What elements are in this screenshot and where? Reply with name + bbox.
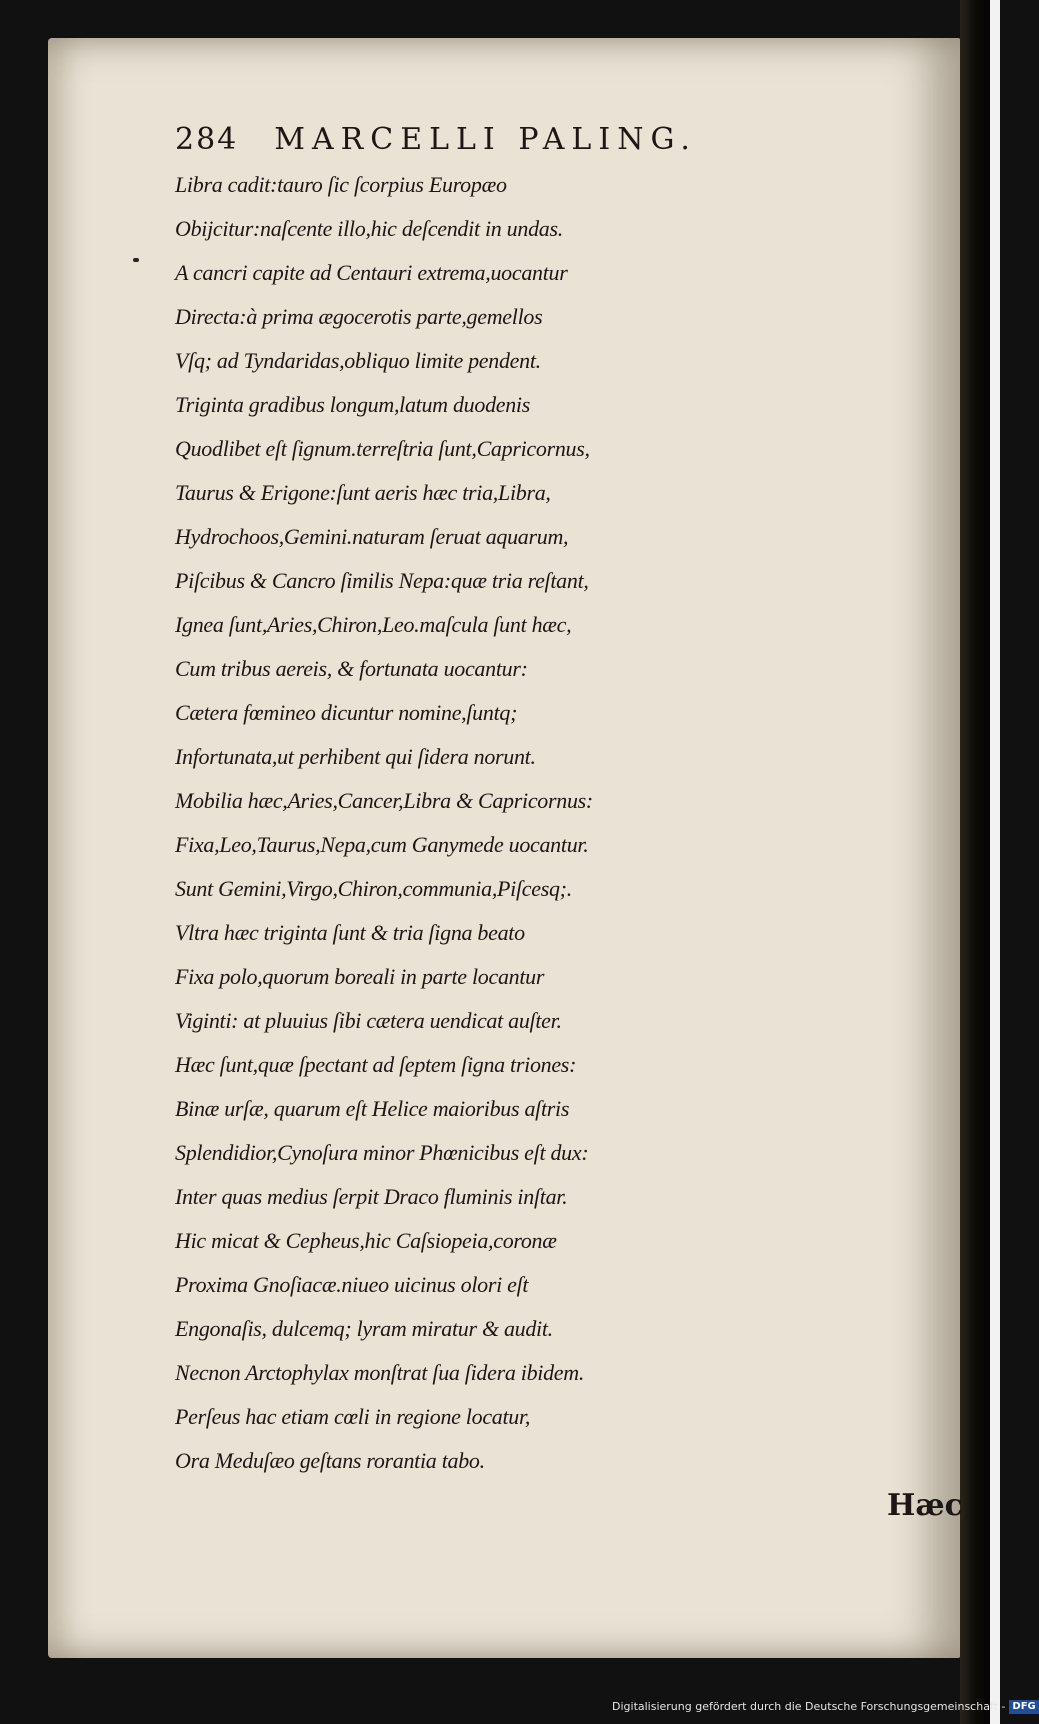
verse-line: Proxima Gnoſiacæ.niueo uicinus olori eſt	[175, 1272, 529, 1297]
verse-line: Piſcibus & Cancro ſimilis Nepa:quæ tria reſtant,	[175, 568, 589, 593]
verse-line: Infortunata,ut perhibent qui ſidera norunt.	[175, 744, 536, 769]
catchword: Hæc	[887, 1488, 963, 1523]
running-title: MARCELLI PALING.	[274, 122, 697, 157]
verse-line: Obijcitur:naſcente illo,hic deſcendit in undas.	[175, 216, 563, 241]
verse-line: Perſeus hac etiam cœli in regione locatur,	[175, 1404, 531, 1429]
credit-text: Digitalisierung gefördert durch die Deutsche Forschungsgemeinschaft -	[612, 1700, 1006, 1713]
verse-line: A cancri capite ad Centauri extrema,uocantur	[175, 260, 568, 285]
verse-line: Viginti: at pluuius ſibi cætera uendicat auſter.	[175, 1008, 562, 1033]
verse-line: Ora Meduſæo geſtans rorantia tabo.	[175, 1448, 485, 1473]
verse-line: Sunt Gemini,Virgo,Chiron,communia,Piſcesq;.	[175, 876, 572, 901]
verse-line: Inter quas medius ſerpit Draco fluminis inſtar.	[175, 1184, 568, 1209]
verse-line: Ignea ſunt,Aries,Chiron,Leo.maſcula ſunt hæc,	[175, 612, 572, 637]
verse-line: Splendidior,Cynoſura minor Phœnicibus eſt dux:	[175, 1140, 589, 1165]
verse-line: Vſq; ad Tyndaridas,obliquo limite pendent.	[175, 348, 541, 373]
verse-line: Vltra hæc triginta ſunt & tria ſigna beato	[175, 920, 525, 945]
verse-line: Taurus & Erigone:ſunt aeris hæc tria,Libra,	[175, 480, 551, 505]
running-header	[175, 117, 955, 163]
verse-line: Binæ urſæ, quarum eſt Helice maioribus aſtris	[175, 1096, 570, 1121]
page-text	[175, 117, 955, 1483]
verse-line: Quodlibet eſt ſignum.terreſtria ſunt,Capricornus,	[175, 436, 590, 461]
verse-line: Directa:à prima ægocerotis parte,gemellos	[175, 304, 543, 329]
scan-edge	[990, 0, 1000, 1724]
verse-line: Fixa,Leo,Taurus,Nepa,cum Ganymede uocantur.	[175, 832, 589, 857]
digitization-credit	[612, 1700, 1039, 1714]
verse-line: Hæc ſunt,quæ ſpectant ad ſeptem ſigna triones:	[175, 1052, 577, 1077]
ink-mark	[133, 258, 139, 262]
verse-line: Cum tribus aereis, & fortunata uocantur:	[175, 656, 528, 681]
verse-line: Fixa polo,quorum boreali in parte locantur	[175, 964, 545, 989]
verse-line: Mobilia hæc,Aries,Cancer,Libra & Capricornus:	[175, 788, 593, 813]
page-number: 284	[175, 122, 239, 157]
verse-line: Necnon Arctophylax monſtrat ſua ſidera ibidem.	[175, 1360, 585, 1385]
verse-line: Libra cadit:tauro ſic ſcorpius Europæo	[175, 172, 507, 197]
verse-line: Hic micat & Cepheus,hic Caſsiopeia,coronæ	[175, 1228, 557, 1253]
verse-line: Engonaſis, dulcemq; lyram miratur & audit.	[175, 1316, 553, 1341]
dfg-logo: DFG	[1009, 1700, 1038, 1714]
verse-line: Hydrochoos,Gemini.naturam ſeruat aquarum,	[175, 524, 569, 549]
verse-line: Triginta gradibus longum,latum duodenis	[175, 392, 531, 417]
verse-line: Cætera fœmineo dicuntur nomine,ſuntq;	[175, 700, 518, 725]
